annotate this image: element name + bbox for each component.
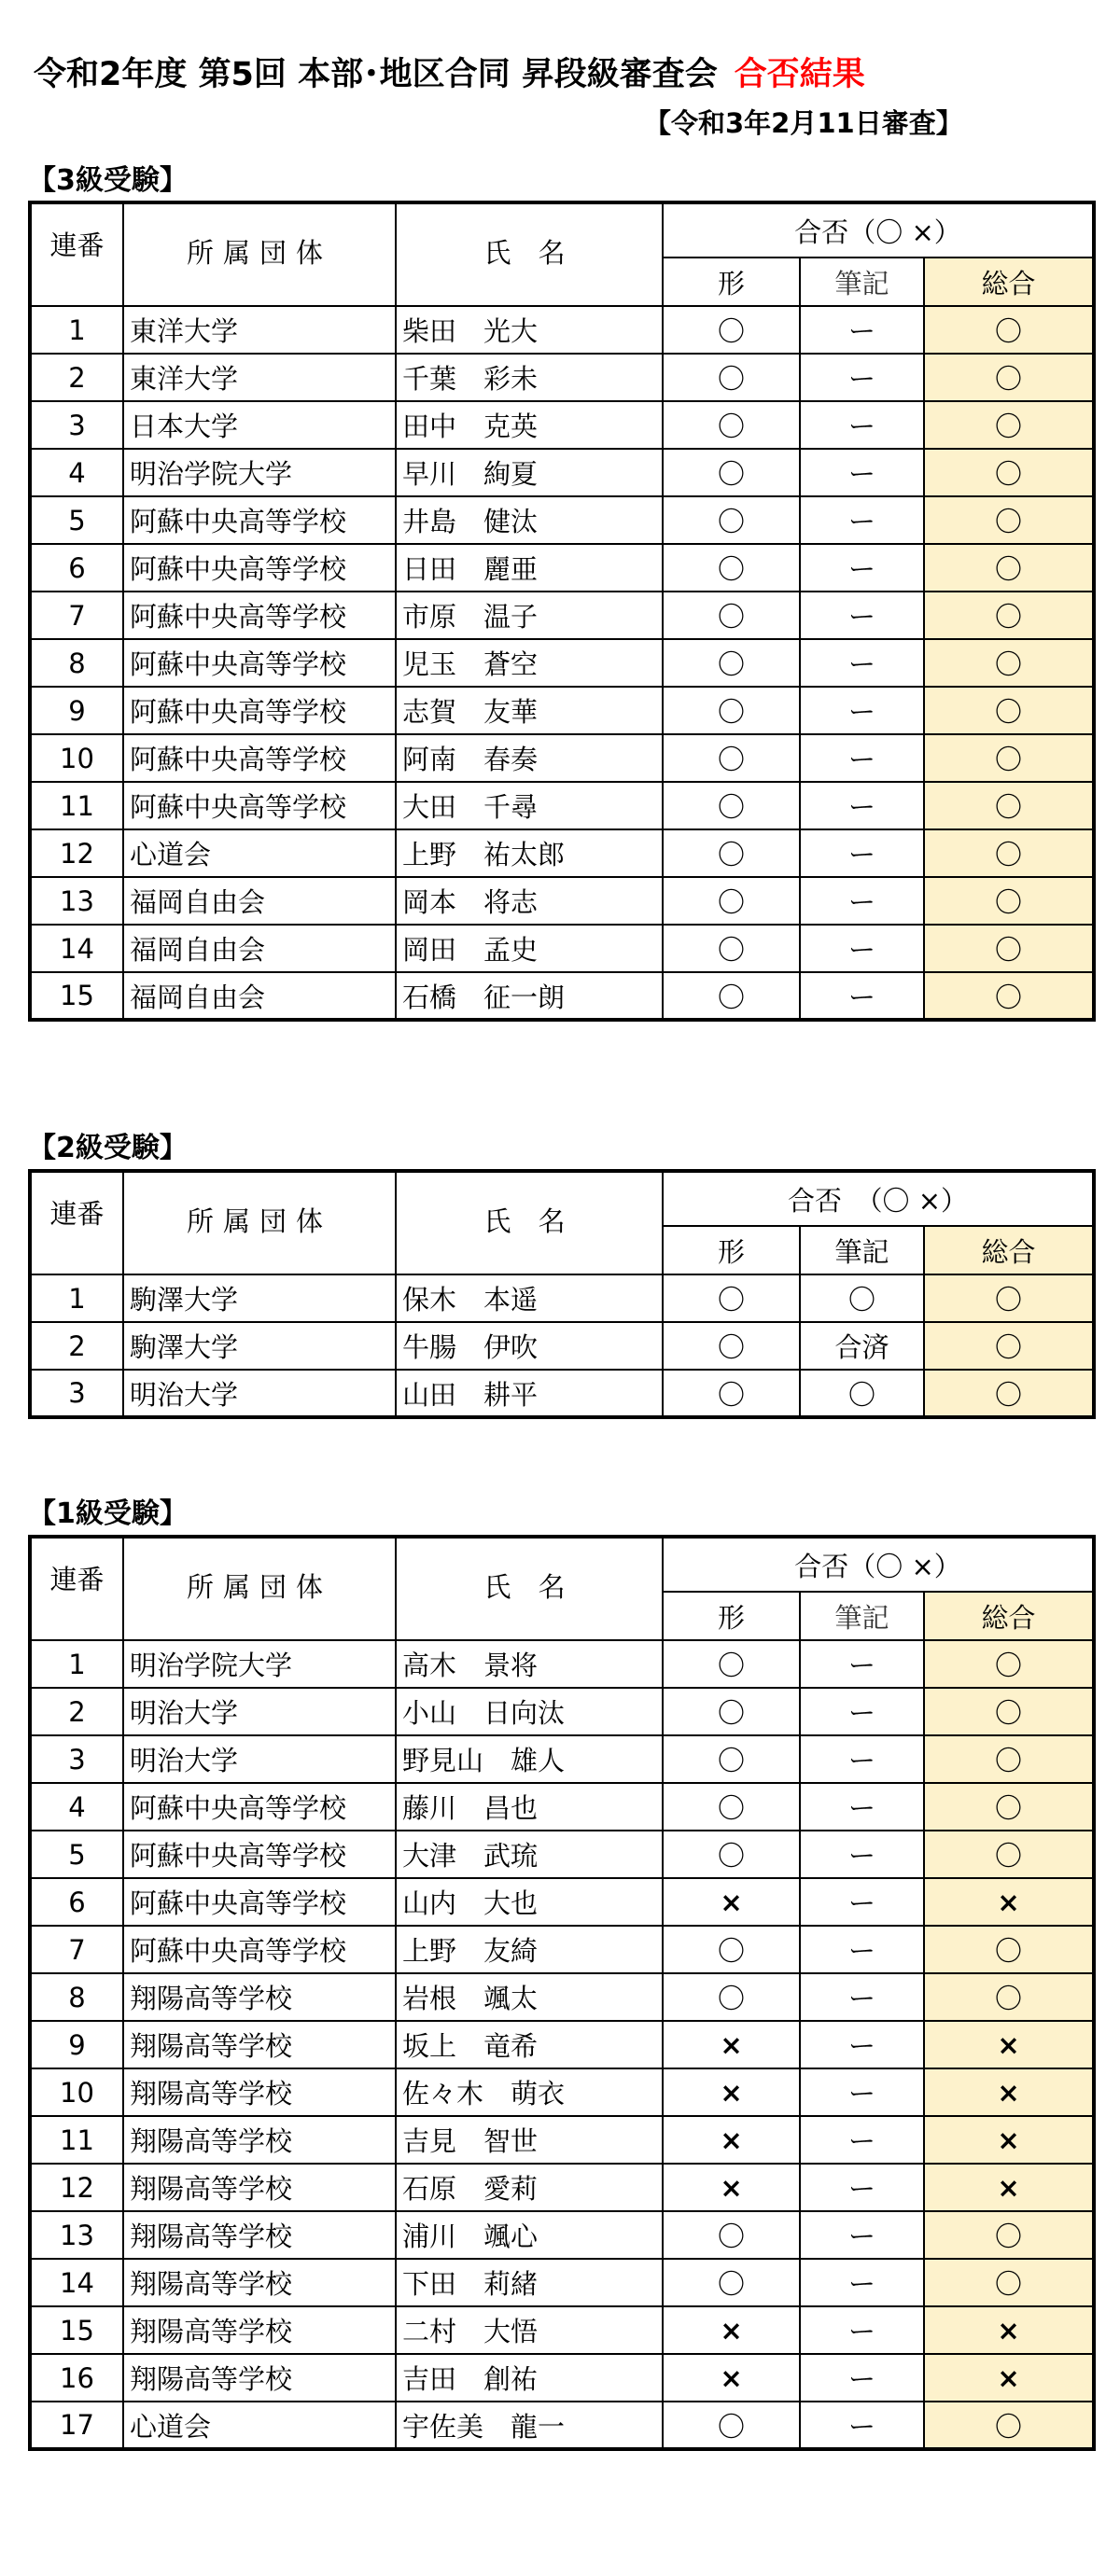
row-org: 駒澤大学	[123, 1322, 396, 1370]
row-org: 翔陽高等学校	[123, 1973, 396, 2021]
row-name: 二村 大悟	[396, 2306, 663, 2354]
row-number: 9	[30, 687, 123, 734]
row-written-result: ー	[800, 1640, 924, 1688]
row-org: 翔陽高等学校	[123, 2354, 396, 2402]
row-number: 17	[30, 2402, 123, 2449]
table-row	[30, 2021, 1094, 2068]
section-label-grade2: 【2級受験】	[28, 1132, 188, 1164]
row-number: 10	[30, 734, 123, 782]
table-row	[30, 1878, 1094, 1926]
row-total-result: ×	[924, 2116, 1094, 2164]
row-total-result: 〇	[924, 354, 1094, 401]
row-org: 阿蘇中央高等学校	[123, 639, 396, 687]
row-kata-result: 〇	[663, 2211, 800, 2259]
row-org: 心道会	[123, 2402, 396, 2449]
col-num-header: 連番	[30, 1171, 123, 1274]
row-name: 吉見 智世	[396, 2116, 663, 2164]
row-written-result: 〇	[800, 1274, 924, 1322]
row-name: 大津 武琉	[396, 1831, 663, 1878]
row-org: 阿蘇中央高等学校	[123, 782, 396, 829]
row-org: 駒澤大学	[123, 1274, 396, 1322]
row-org: 東洋大学	[123, 306, 396, 354]
row-number: 2	[30, 1322, 123, 1370]
row-org: 明治大学	[123, 1688, 396, 1735]
row-name: 小山 日向汰	[396, 1688, 663, 1735]
row-number: 1	[30, 306, 123, 354]
row-written-result: ー	[800, 544, 924, 592]
row-written-result: ー	[800, 592, 924, 639]
row-written-result: ー	[800, 2306, 924, 2354]
row-name: 岡田 孟史	[396, 925, 663, 972]
row-kata-result: 〇	[663, 925, 800, 972]
row-kata-result: 〇	[663, 639, 800, 687]
row-name: 吉田 創祐	[396, 2354, 663, 2402]
row-org: 阿蘇中央高等学校	[123, 592, 396, 639]
row-kata-result: ×	[663, 2306, 800, 2354]
row-kata-result: 〇	[663, 734, 800, 782]
exam-date: 【令和3年2月11日審査】	[644, 107, 963, 139]
row-number: 12	[30, 2164, 123, 2211]
row-name: 保木 本遥	[396, 1274, 663, 1322]
row-org: 明治大学	[123, 1370, 396, 1417]
row-number: 7	[30, 592, 123, 639]
col-name-header: 氏 名	[396, 1171, 663, 1274]
row-total-result: ×	[924, 2068, 1094, 2116]
row-total-result: 〇	[924, 734, 1094, 782]
row-total-result: 〇	[924, 972, 1094, 1020]
row-number: 13	[30, 2211, 123, 2259]
row-number: 5	[30, 496, 123, 544]
row-written-result: ー	[800, 782, 924, 829]
table-row	[30, 877, 1094, 925]
col-written-header: 筆記	[800, 1226, 924, 1274]
row-name: 市原 温子	[396, 592, 663, 639]
row-kata-result: 〇	[663, 306, 800, 354]
col-org-header: 所属団体	[123, 1537, 396, 1640]
row-total-result: ×	[924, 2021, 1094, 2068]
row-name: 上野 祐太郎	[396, 829, 663, 877]
col-written-header: 筆記	[800, 258, 924, 306]
col-num-header: 連番	[30, 202, 123, 306]
row-kata-result: 〇	[663, 782, 800, 829]
row-kata-result: 〇	[663, 829, 800, 877]
table-row	[30, 782, 1094, 829]
row-org: 翔陽高等学校	[123, 2259, 396, 2306]
row-number: 3	[30, 1370, 123, 1417]
row-total-result: 〇	[924, 687, 1094, 734]
row-written-result: ー	[800, 1973, 924, 2021]
row-total-result: 〇	[924, 544, 1094, 592]
row-written-result: ー	[800, 2164, 924, 2211]
row-org: 阿蘇中央高等学校	[123, 734, 396, 782]
table-row	[30, 496, 1094, 544]
row-written-result: ー	[800, 2402, 924, 2449]
row-kata-result: ×	[663, 2164, 800, 2211]
table-row	[30, 2306, 1094, 2354]
row-name: 児玉 蒼空	[396, 639, 663, 687]
row-org: 福岡自由会	[123, 972, 396, 1020]
row-number: 5	[30, 1831, 123, 1878]
row-number: 7	[30, 1926, 123, 1973]
row-name: 下田 莉緒	[396, 2259, 663, 2306]
row-org: 阿蘇中央高等学校	[123, 496, 396, 544]
row-kata-result: ×	[663, 2116, 800, 2164]
row-total-result: 〇	[924, 1926, 1094, 1973]
row-written-result: 〇	[800, 1370, 924, 1417]
row-written-result: ー	[800, 1926, 924, 1973]
row-org: 東洋大学	[123, 354, 396, 401]
row-org: 明治学院大学	[123, 449, 396, 496]
row-written-result: ー	[800, 734, 924, 782]
row-total-result: 〇	[924, 401, 1094, 449]
table-row	[30, 2164, 1094, 2211]
row-kata-result: 〇	[663, 687, 800, 734]
row-org: 心道会	[123, 829, 396, 877]
row-org: 阿蘇中央高等学校	[123, 687, 396, 734]
row-number: 8	[30, 1973, 123, 2021]
table-row	[30, 2116, 1094, 2164]
row-org: 翔陽高等学校	[123, 2306, 396, 2354]
row-total-result: 〇	[924, 925, 1094, 972]
section-label-grade1: 【1級受験】	[28, 1497, 188, 1530]
row-kata-result: 〇	[663, 449, 800, 496]
row-written-result: ー	[800, 2354, 924, 2402]
table-row	[30, 1322, 1094, 1370]
row-name: 早川 絢夏	[396, 449, 663, 496]
row-name: 岩根 颯太	[396, 1973, 663, 2021]
row-kata-result: 〇	[663, 1322, 800, 1370]
results-table-grade3	[28, 201, 1096, 1022]
result-label: 合否結果	[734, 56, 865, 93]
row-name: 坂上 竜希	[396, 2021, 663, 2068]
row-number: 13	[30, 877, 123, 925]
row-org: 明治学院大学	[123, 1640, 396, 1688]
row-total-result: ×	[924, 1878, 1094, 1926]
row-total-result: 〇	[924, 782, 1094, 829]
table-row	[30, 592, 1094, 639]
col-pass-fail-header: 合否（〇 ×）	[663, 202, 1094, 258]
row-org: 翔陽高等学校	[123, 2164, 396, 2211]
row-total-result: 〇	[924, 1783, 1094, 1831]
table-row	[30, 2259, 1094, 2306]
col-written-header: 筆記	[800, 1592, 924, 1640]
table-row	[30, 2402, 1094, 2449]
row-total-result: 〇	[924, 1688, 1094, 1735]
row-kata-result: 〇	[663, 2259, 800, 2306]
row-written-result: ー	[800, 1831, 924, 1878]
table-row	[30, 829, 1094, 877]
table-row	[30, 544, 1094, 592]
row-written-result: ー	[800, 2021, 924, 2068]
row-org: 阿蘇中央高等学校	[123, 1831, 396, 1878]
row-kata-result: ×	[663, 2354, 800, 2402]
row-written-result: ー	[800, 1688, 924, 1735]
row-org: 阿蘇中央高等学校	[123, 1783, 396, 1831]
row-number: 6	[30, 544, 123, 592]
row-number: 11	[30, 2116, 123, 2164]
row-org: 阿蘇中央高等学校	[123, 1926, 396, 1973]
col-org-header: 所属団体	[123, 202, 396, 306]
row-name: 浦川 颯心	[396, 2211, 663, 2259]
row-total-result: 〇	[924, 2211, 1094, 2259]
row-number: 3	[30, 401, 123, 449]
row-name: 志賀 友華	[396, 687, 663, 734]
row-written-result: ー	[800, 1783, 924, 1831]
col-pass-fail-header: 合否 （〇 ×）	[663, 1171, 1094, 1226]
table-row	[30, 2211, 1094, 2259]
row-number: 1	[30, 1274, 123, 1322]
title-text: 令和2年度 第5回 本部･地区合同 昇段級審査会	[34, 56, 718, 93]
table-row	[30, 925, 1094, 972]
row-kata-result: 〇	[663, 1688, 800, 1735]
table-row	[30, 1783, 1094, 1831]
row-total-result: 〇	[924, 877, 1094, 925]
row-number: 2	[30, 1688, 123, 1735]
row-number: 1	[30, 1640, 123, 1688]
row-written-result: ー	[800, 972, 924, 1020]
row-written-result: ー	[800, 687, 924, 734]
row-kata-result: 〇	[663, 1926, 800, 1973]
row-written-result: ー	[800, 401, 924, 449]
col-name-header: 氏 名	[396, 202, 663, 306]
col-kata-header: 形	[663, 1592, 800, 1640]
table-row	[30, 639, 1094, 687]
row-total-result: ×	[924, 2306, 1094, 2354]
col-org-header: 所属団体	[123, 1171, 396, 1274]
col-kata-header: 形	[663, 1226, 800, 1274]
row-number: 14	[30, 2259, 123, 2306]
row-kata-result: 〇	[663, 1274, 800, 1322]
table-row	[30, 401, 1094, 449]
row-name: 野見山 雄人	[396, 1735, 663, 1783]
row-kata-result: 〇	[663, 1735, 800, 1783]
row-number: 10	[30, 2068, 123, 2116]
row-name: 柴田 光大	[396, 306, 663, 354]
row-kata-result: 〇	[663, 401, 800, 449]
row-kata-result: 〇	[663, 1370, 800, 1417]
table-row	[30, 306, 1094, 354]
row-name: 石原 愛莉	[396, 2164, 663, 2211]
table-row	[30, 2068, 1094, 2116]
row-total-result: 〇	[924, 592, 1094, 639]
table-row	[30, 1831, 1094, 1878]
row-kata-result: ×	[663, 1878, 800, 1926]
row-name: 宇佐美 龍一	[396, 2402, 663, 2449]
row-number: 15	[30, 2306, 123, 2354]
row-kata-result: 〇	[663, 1640, 800, 1688]
row-total-result: 〇	[924, 1274, 1094, 1322]
col-total-header: 総合	[924, 258, 1094, 306]
results-table-grade2	[28, 1169, 1096, 1419]
row-org: 福岡自由会	[123, 925, 396, 972]
row-kata-result: 〇	[663, 972, 800, 1020]
row-org: 翔陽高等学校	[123, 2116, 396, 2164]
row-name: 阿南 春奏	[396, 734, 663, 782]
row-number: 9	[30, 2021, 123, 2068]
table-row	[30, 354, 1094, 401]
row-written-result: ー	[800, 1735, 924, 1783]
row-written-result: ー	[800, 877, 924, 925]
row-number: 3	[30, 1735, 123, 1783]
row-total-result: 〇	[924, 2259, 1094, 2306]
row-org: 明治大学	[123, 1735, 396, 1783]
col-kata-header: 形	[663, 258, 800, 306]
table-row	[30, 972, 1094, 1020]
row-name: 山田 耕平	[396, 1370, 663, 1417]
row-number: 6	[30, 1878, 123, 1926]
row-written-result: ー	[800, 829, 924, 877]
section-label-grade3: 【3級受験】	[28, 164, 188, 197]
row-kata-result: 〇	[663, 2402, 800, 2449]
col-total-header: 総合	[924, 1226, 1094, 1274]
row-name: 日田 麗亜	[396, 544, 663, 592]
row-org: 翔陽高等学校	[123, 2021, 396, 2068]
row-org: 福岡自由会	[123, 877, 396, 925]
row-number: 11	[30, 782, 123, 829]
row-name: 上野 友綺	[396, 1926, 663, 1973]
row-total-result: ×	[924, 2354, 1094, 2402]
row-name: 千葉 彩未	[396, 354, 663, 401]
row-kata-result: 〇	[663, 1831, 800, 1878]
col-name-header: 氏 名	[396, 1537, 663, 1640]
row-name: 岡本 将志	[396, 877, 663, 925]
row-org: 日本大学	[123, 401, 396, 449]
table-row	[30, 687, 1094, 734]
col-pass-fail-header: 合否（〇 ×）	[663, 1537, 1094, 1592]
row-written-result: ー	[800, 2116, 924, 2164]
row-org: 阿蘇中央高等学校	[123, 1878, 396, 1926]
row-written-result: ー	[800, 306, 924, 354]
row-total-result: 〇	[924, 2402, 1094, 2449]
table-row	[30, 1274, 1094, 1322]
row-name: 石橋 征一朗	[396, 972, 663, 1020]
row-written-result: ー	[800, 354, 924, 401]
row-number: 8	[30, 639, 123, 687]
row-name: 牛腸 伊吹	[396, 1322, 663, 1370]
row-kata-result: 〇	[663, 1973, 800, 2021]
row-total-result: 〇	[924, 1322, 1094, 1370]
row-written-result: ー	[800, 449, 924, 496]
table-row	[30, 2354, 1094, 2402]
row-total-result: 〇	[924, 1370, 1094, 1417]
row-kata-result: 〇	[663, 354, 800, 401]
row-total-result: 〇	[924, 1735, 1094, 1783]
page-title	[34, 49, 865, 95]
row-number: 16	[30, 2354, 123, 2402]
row-written-result: 合済	[800, 1322, 924, 1370]
col-total-header: 総合	[924, 1592, 1094, 1640]
table-row	[30, 1735, 1094, 1783]
row-written-result: ー	[800, 2211, 924, 2259]
row-name: 佐々木 萌衣	[396, 2068, 663, 2116]
row-kata-result: 〇	[663, 496, 800, 544]
row-name: 高木 景将	[396, 1640, 663, 1688]
row-name: 大田 千尋	[396, 782, 663, 829]
row-number: 2	[30, 354, 123, 401]
row-total-result: ×	[924, 2164, 1094, 2211]
table-row	[30, 1640, 1094, 1688]
row-number: 4	[30, 1783, 123, 1831]
row-kata-result: 〇	[663, 544, 800, 592]
col-num-header: 連番	[30, 1537, 123, 1640]
table-row	[30, 734, 1094, 782]
row-kata-result: ×	[663, 2021, 800, 2068]
results-table-grade1	[28, 1535, 1096, 2451]
row-name: 山内 大也	[396, 1878, 663, 1926]
row-name: 井島 健汰	[396, 496, 663, 544]
row-written-result: ー	[800, 2259, 924, 2306]
row-total-result: 〇	[924, 639, 1094, 687]
table-row	[30, 1688, 1094, 1735]
row-written-result: ー	[800, 2068, 924, 2116]
row-total-result: 〇	[924, 306, 1094, 354]
row-total-result: 〇	[924, 449, 1094, 496]
row-org: 阿蘇中央高等学校	[123, 544, 396, 592]
row-written-result: ー	[800, 496, 924, 544]
table-row	[30, 1973, 1094, 2021]
row-written-result: ー	[800, 1878, 924, 1926]
row-org: 翔陽高等学校	[123, 2068, 396, 2116]
row-kata-result: 〇	[663, 1783, 800, 1831]
row-name: 田中 克英	[396, 401, 663, 449]
row-total-result: 〇	[924, 1831, 1094, 1878]
row-kata-result: 〇	[663, 592, 800, 639]
table-row	[30, 1370, 1094, 1417]
row-written-result: ー	[800, 639, 924, 687]
table-row	[30, 449, 1094, 496]
row-kata-result: ×	[663, 2068, 800, 2116]
row-total-result: 〇	[924, 1973, 1094, 2021]
row-written-result: ー	[800, 925, 924, 972]
table-row	[30, 1926, 1094, 1973]
row-number: 15	[30, 972, 123, 1020]
row-name: 藤川 昌也	[396, 1783, 663, 1831]
row-total-result: 〇	[924, 496, 1094, 544]
row-kata-result: 〇	[663, 877, 800, 925]
row-total-result: 〇	[924, 1640, 1094, 1688]
row-number: 4	[30, 449, 123, 496]
row-total-result: 〇	[924, 829, 1094, 877]
row-number: 14	[30, 925, 123, 972]
row-org: 翔陽高等学校	[123, 2211, 396, 2259]
row-number: 12	[30, 829, 123, 877]
